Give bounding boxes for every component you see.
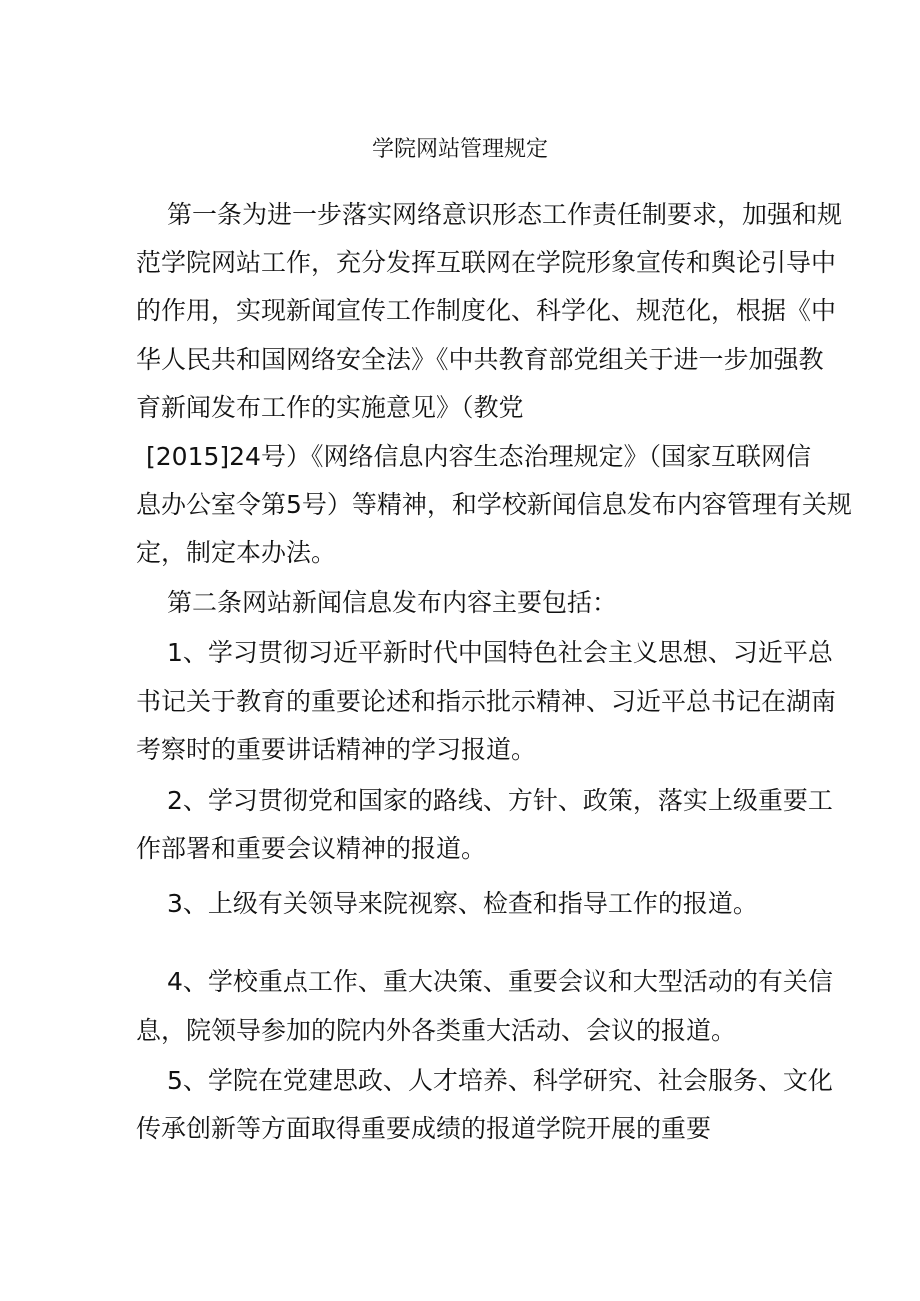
text-line: 华人民共和国网络安全法》《中共教育部党组关于进一步加强教 <box>136 345 824 374</box>
text-line: 范学院网站工作，充分发挥互联网在学院形象宣传和舆论引导中 <box>136 248 837 277</box>
text-line: 作部署和重要会议精神的报道。 <box>136 834 487 863</box>
text-line: 4、学校重点工作、重大决策、重要会议和大型活动的有关信 <box>167 967 833 996</box>
text-line: 定，制定本办法。 <box>136 538 337 567</box>
document-title: 学院网站管理规定 <box>371 137 548 162</box>
text-line: 考察时的重要讲话精神的学习报道。 <box>136 735 537 764</box>
text-line: 书记关于教育的重要论述和指示批示精神、习近平总书记在湖南 <box>136 687 837 716</box>
text-line: 第一条为进一步落实网络意识形态工作责任制要求，加强和规 <box>167 200 843 229</box>
text-line: 育新闻发布工作的实施意见》（教党 <box>136 393 524 422</box>
text-line: 2、学习贯彻党和国家的路线、方针、政策，落实上级重要工 <box>167 786 833 815</box>
text-line: 第二条网站新闻信息发布内容主要包括： <box>167 588 618 617</box>
text-line: 3、上级有关领导来院视察、检查和指导工作的报道。 <box>167 889 758 918</box>
text-line: 传承创新等方面取得重要成绩的报道学院开展的重要 <box>136 1114 712 1143</box>
text-line: 息，院领导参加的院内外各类重大活动、会议的报道。 <box>136 1016 737 1045</box>
text-line: [2015]24号）《网络信息内容生态治理规定》（国家互联网信 <box>146 442 811 471</box>
text-line: 5、学院在党建思政、人才培养、科学研究、社会服务、文化 <box>167 1066 833 1095</box>
text-line: 1、学习贯彻习近平新时代中国特色社会主义思想、习近平总 <box>167 638 833 667</box>
text-line: 息办公室令第5号）等精神，和学校新闻信息发布内容管理有关规 <box>136 490 852 519</box>
text-line: 的作用，实现新闻宣传工作制度化、科学化、规范化，根据《中 <box>136 296 837 325</box>
